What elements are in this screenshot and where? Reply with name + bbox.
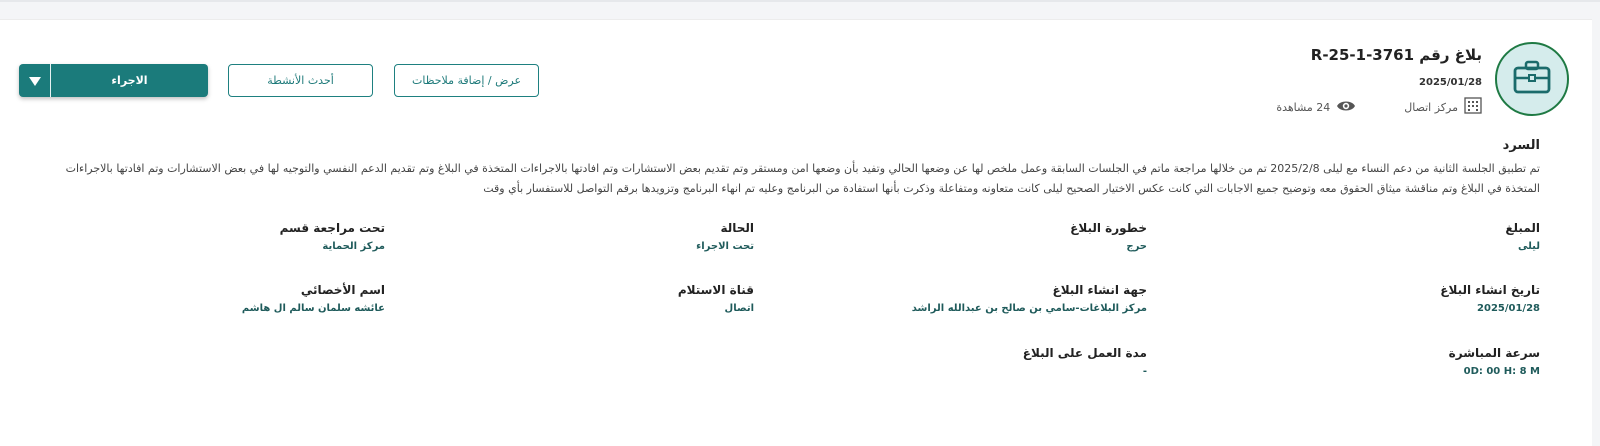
field-label: الحالة xyxy=(720,221,754,235)
field-label: تحت مراجعة قسم xyxy=(279,221,385,235)
field-specialist xyxy=(25,283,385,314)
avatar xyxy=(1495,42,1569,116)
eye-icon xyxy=(1336,99,1356,116)
field-value: مركز البلاغات-سامي بن صالح بن عبدالله الراشد xyxy=(911,303,1147,314)
center-label: مركز اتصال xyxy=(1404,100,1458,114)
field-label: تاريخ انشاء البلاغ xyxy=(1440,283,1540,297)
field-created-date xyxy=(1180,283,1540,314)
report-date: 2025/01/28 xyxy=(1419,77,1482,88)
field-duration xyxy=(787,346,1147,377)
field-value: ليلى xyxy=(1517,241,1540,252)
field-label: المبلغ xyxy=(1505,221,1540,235)
field-value: عائشه سلمان سالم ال هاشم xyxy=(241,303,385,314)
field-value: - xyxy=(1142,366,1147,377)
field-severity xyxy=(787,221,1147,252)
meta-center xyxy=(1404,97,1482,117)
latest-activities-button[interactable]: أحدث الأنشطة xyxy=(228,64,373,97)
field-label: سرعة المباشرة xyxy=(1448,346,1540,360)
field-channel xyxy=(394,283,754,314)
field-label: اسم الأخصائي xyxy=(300,283,385,297)
field-value: 2025/01/28 xyxy=(1477,303,1540,314)
report-title: بلاغ رقم R-25-1-3761 xyxy=(1310,46,1482,64)
report-meta xyxy=(1276,97,1482,117)
field-label: جهة انشاء البلاغ xyxy=(1052,283,1147,297)
field-status xyxy=(394,221,754,252)
narrative-text: تم تطبيق الجلسة الثانية من دعم النساء مع ليلى 2025/2/8 تم من خلالها مراجعة ماتم في الجلسات السابقة وعمل ملخص لها عن وضعها الحالي وتفيد بأن وضعها امن ومستقر وتم تقديم بعض الاستشارات وتم افادتها بالاجراءات المتخذة في البلاغ وتم تقديم الدعم النفسي والتوجيه لها في بعض الاستشارات وتم افادتها بالاجراءات المتخذة في البلاغ وتم مناقشة ميثاق الحقوق معه وتوضيح جميع الاجابات التي كانت عكس الاختيار الصحيح ليلى كانت متعاونه ومتفاعلة وذكرت بأنها استفادة من البرنامج وعليه تم انهاء البرنامج وتزويدها برقم التواصل للاستفسار بأي وقت xyxy=(65,162,1540,195)
field-review xyxy=(25,221,385,252)
field-speed xyxy=(1180,346,1540,377)
field-value: اتصال xyxy=(724,303,754,314)
building-icon xyxy=(1464,97,1482,117)
field-value: تحت الاجراء xyxy=(696,241,754,252)
narrative-title: السرد xyxy=(1502,138,1540,153)
field-value: مركز الحماية xyxy=(322,241,385,252)
view-add-notes-button[interactable]: عرض / إضافة ملاحظات xyxy=(394,64,539,97)
briefcase-icon xyxy=(1512,60,1552,98)
page-top-divider xyxy=(0,0,1600,2)
field-label: خطورة البلاغ xyxy=(1070,221,1147,235)
action-button[interactable] xyxy=(19,64,208,97)
caret-down-icon xyxy=(29,71,41,90)
field-label: مدة العمل على البلاغ xyxy=(1022,346,1147,360)
field-label: قناة الاستلام xyxy=(677,283,754,297)
action-button-label: الاجراء xyxy=(111,74,148,87)
field-value: حرج xyxy=(1126,241,1147,252)
report-header xyxy=(0,42,1592,122)
field-reporter xyxy=(1180,221,1540,252)
action-dropdown-toggle[interactable] xyxy=(19,64,51,97)
report-card xyxy=(0,19,1592,446)
meta-views xyxy=(1276,99,1356,116)
field-created-by xyxy=(787,283,1147,314)
views-count: 24 مشاهدة xyxy=(1276,100,1331,114)
field-value: 0D: 00 H: 8 M xyxy=(1463,366,1540,377)
